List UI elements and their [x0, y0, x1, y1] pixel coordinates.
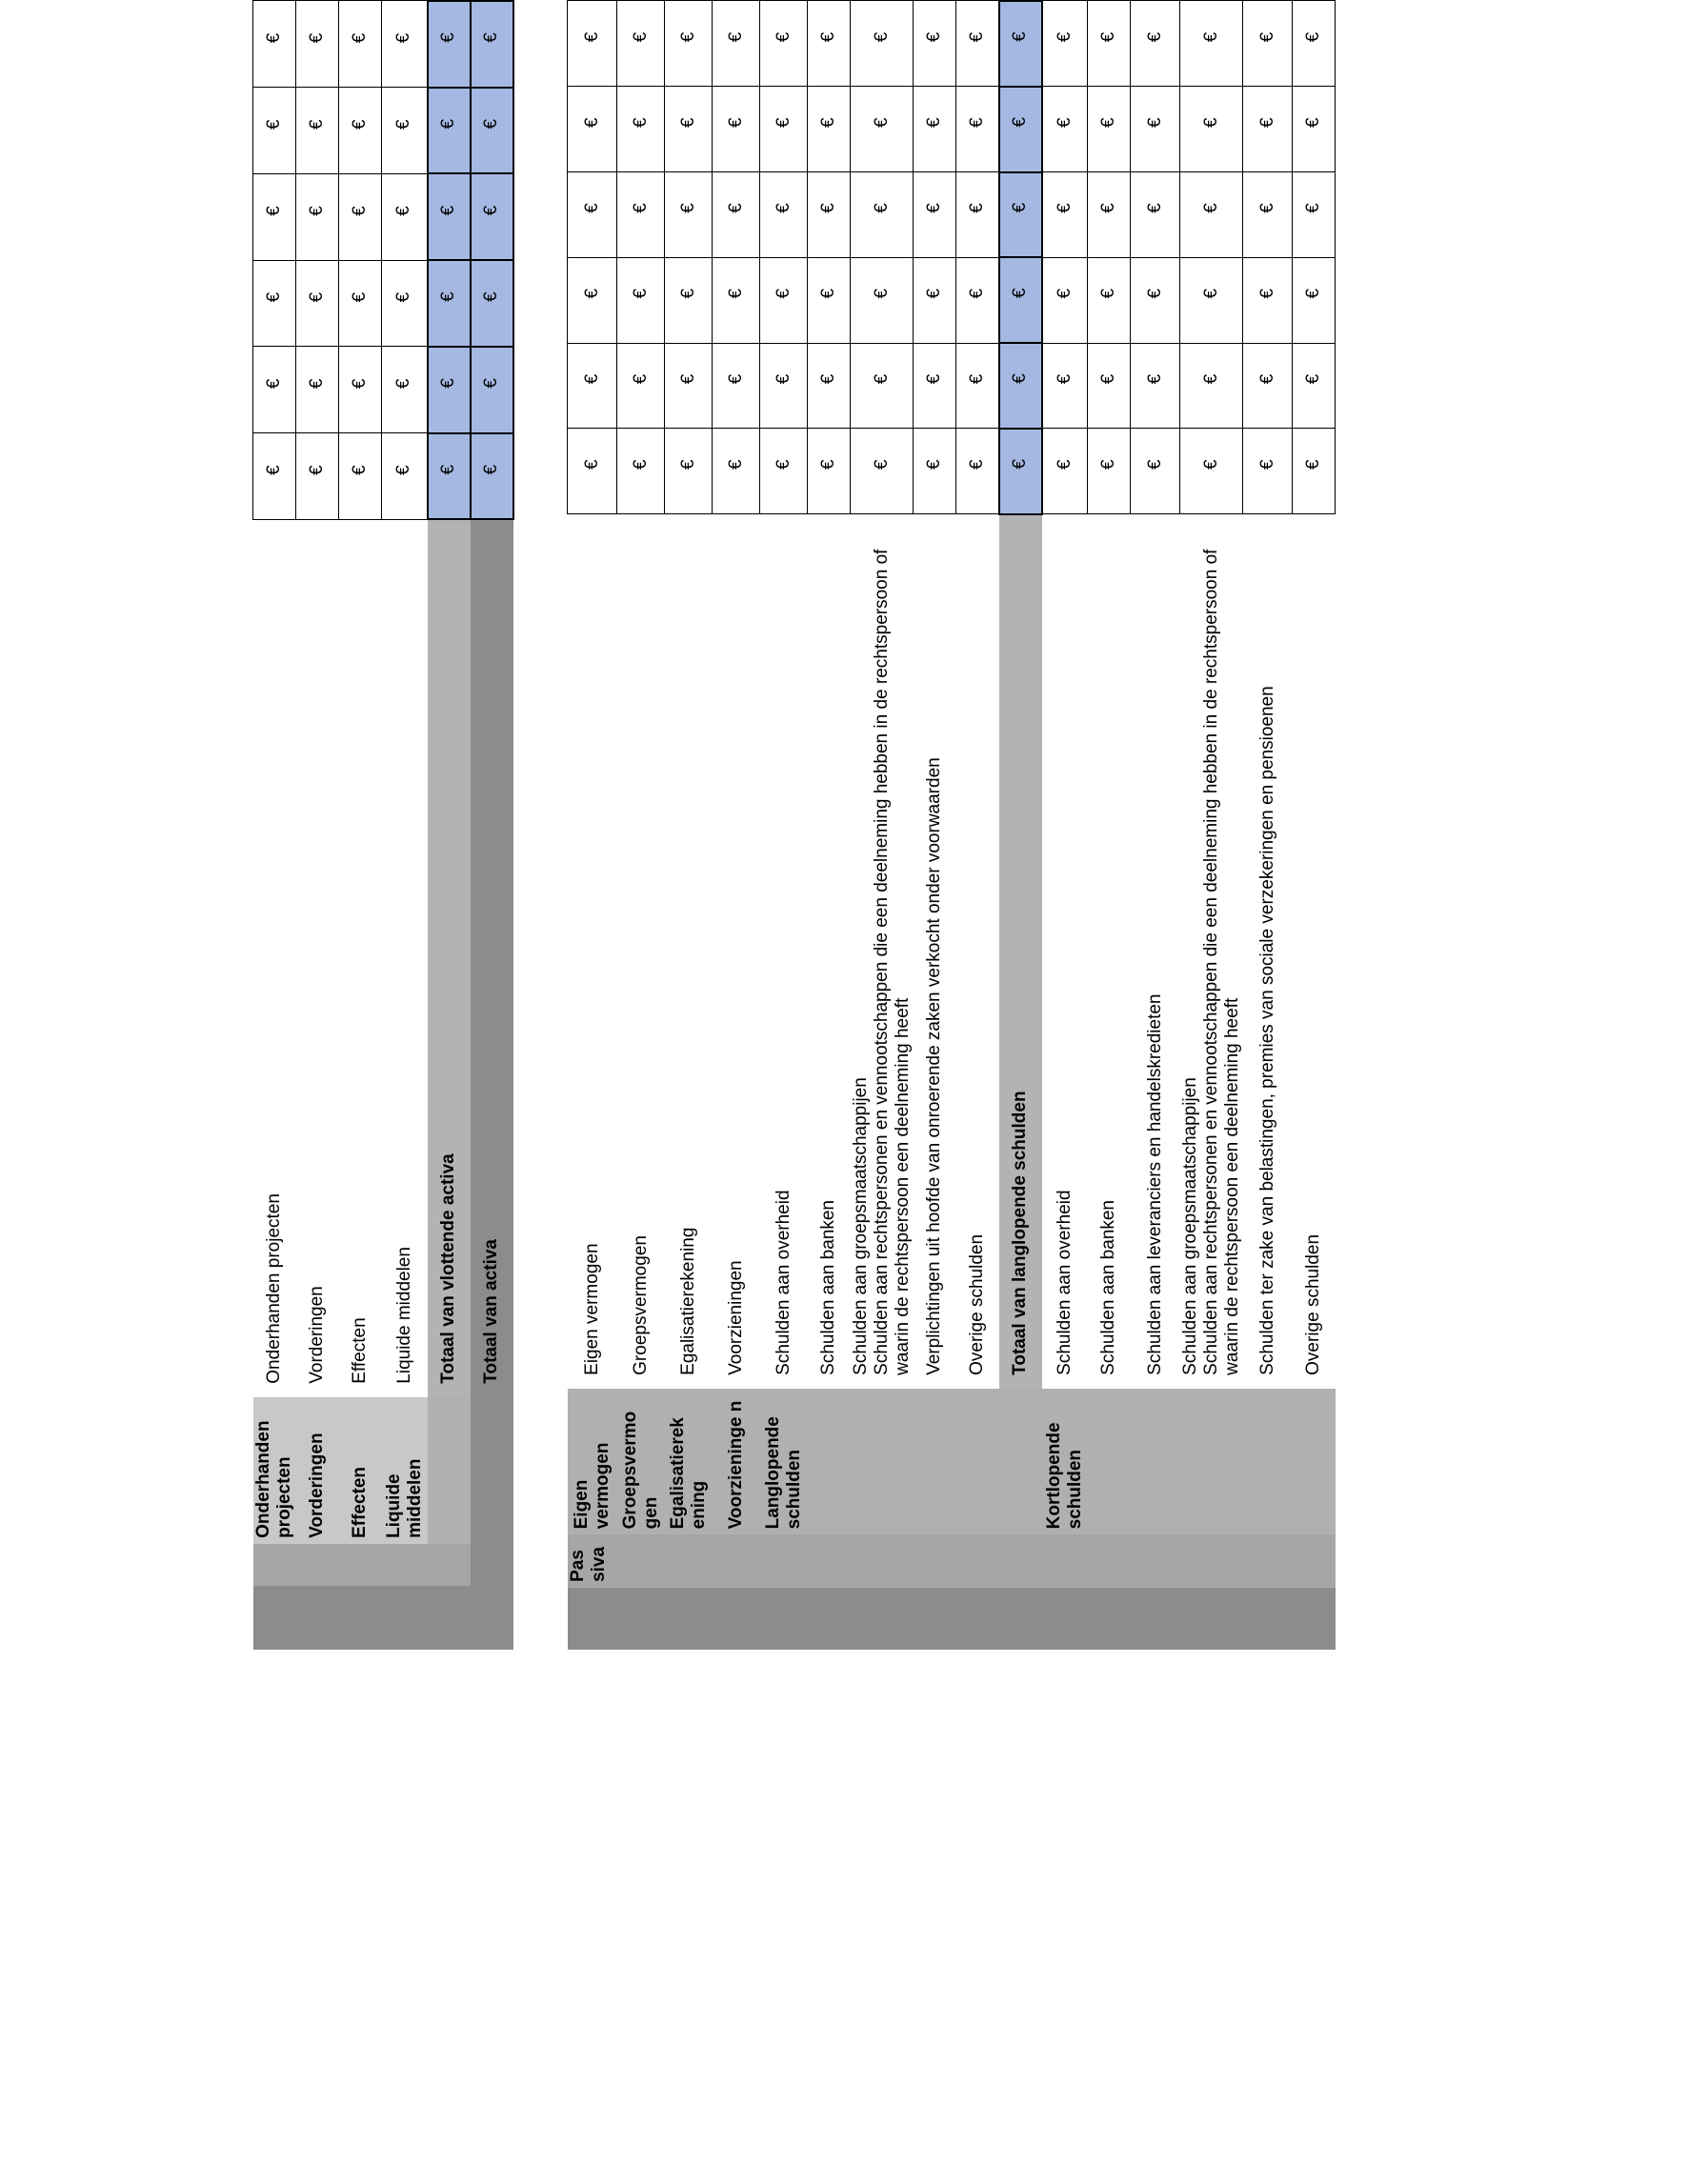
total-activa-value-cell[interactable]: € — [471, 260, 513, 347]
subtotal-vlottende-activa-value-cell[interactable]: € — [428, 1, 471, 88]
activa-row — [253, 1, 296, 1650]
kortlopend-value-cell[interactable]: € — [1088, 172, 1131, 258]
activa-row — [382, 1, 428, 1650]
item-label: Schulden aan banken — [808, 514, 851, 1389]
passiva-value-cell[interactable]: € — [665, 257, 713, 343]
activa-value-cell[interactable]: € — [382, 88, 428, 174]
passiva-row — [760, 1, 808, 1650]
category-label — [956, 1389, 999, 1535]
passiva-value-cell[interactable]: € — [568, 87, 617, 172]
passiva-value-cell[interactable]: € — [568, 1, 617, 87]
kortlopend-value-cell[interactable]: € — [1180, 343, 1243, 429]
passiva-value-cell[interactable]: € — [568, 343, 617, 429]
activa-value-cell[interactable]: € — [382, 173, 428, 260]
subtotal-vlottende-activa-row — [428, 1, 471, 1650]
kortlopend-value-cell[interactable]: € — [1042, 172, 1088, 258]
passiva-value-cell[interactable]: € — [665, 429, 713, 514]
kortlopend-value-cell[interactable]: € — [1180, 87, 1243, 172]
passiva-value-cell[interactable]: € — [956, 172, 999, 258]
kortlopend-value-cell[interactable]: € — [1088, 343, 1131, 429]
activa-row — [296, 1, 339, 1650]
activa-value-cell[interactable]: € — [296, 260, 339, 347]
passiva-value-cell[interactable]: € — [808, 1, 851, 87]
passiva-value-cell[interactable]: € — [617, 1, 665, 87]
item-label: Schulden aan groepsmaatschappijen Schulden aan rechtspersonen en vennootschappen die een deelneming hebben in de rechtspersoon of waarin de rechtspersoon een deelneming heeft — [851, 514, 914, 1389]
kortlopend-value-cell[interactable]: € — [1243, 172, 1293, 258]
passiva-value-cell[interactable]: € — [760, 172, 808, 258]
kortlopend-row — [1088, 1, 1131, 1650]
passiva-value-cell[interactable]: € — [713, 257, 760, 343]
total-activa-value-cell[interactable]: € — [471, 1, 513, 88]
item-label: Voorzieningen — [713, 514, 760, 1389]
item-label: Schulden aan groepsmaatschappijen Schulden aan rechtspersonen en vennootschappen die een deelneming hebben in de rechtspersoon of waarin de rechtspersoon een deelneming heeft — [1180, 514, 1243, 1389]
passiva-value-cell[interactable]: € — [851, 1, 914, 87]
item-label: Eigen vermogen — [568, 514, 617, 1389]
kortlopend-value-cell[interactable]: € — [1243, 87, 1293, 172]
item-label: Overige schulden — [1293, 514, 1336, 1389]
passiva-row — [665, 1, 713, 1650]
passiva-value-cell[interactable]: € — [956, 429, 999, 514]
passiva-value-cell[interactable]: € — [914, 87, 956, 172]
passiva-row — [851, 1, 914, 1650]
passiva-value-cell[interactable]: € — [851, 429, 914, 514]
activa-value-cell[interactable]: € — [339, 1, 382, 88]
kortlopend-value-cell[interactable]: € — [1293, 172, 1336, 258]
subtotal-vlottende-activa-value-cell[interactable]: € — [428, 173, 471, 260]
total-langlopende-value-cell[interactable]: € — [999, 429, 1042, 514]
kortlopend-row — [1243, 1, 1293, 1650]
passiva-value-cell[interactable]: € — [617, 429, 665, 514]
total-langlopende-value-cell[interactable]: € — [999, 87, 1042, 172]
activa-value-cell[interactable]: € — [382, 1, 428, 88]
category-label — [914, 1389, 956, 1535]
item-label: Schulden ter zake van belastingen, premies van sociale verzekeringen en pensioenen — [1243, 514, 1293, 1389]
activa-value-cell[interactable]: € — [253, 173, 296, 260]
item-label: Overige schulden — [956, 514, 999, 1389]
activa-value-cell[interactable]: € — [382, 347, 428, 433]
activa-value-cell[interactable]: € — [253, 347, 296, 433]
passiva-value-cell[interactable]: € — [914, 429, 956, 514]
activa-value-cell[interactable]: € — [253, 260, 296, 347]
passiva-value-cell[interactable]: € — [956, 1, 999, 87]
activa-value-cell[interactable]: € — [296, 88, 339, 174]
item-label: Schulden aan banken — [1088, 514, 1131, 1389]
passiva-value-cell[interactable]: € — [713, 429, 760, 514]
passiva-value-cell[interactable]: € — [851, 257, 914, 343]
category-label: Liquide middelen — [382, 1397, 428, 1544]
category-label: Kortlopende schulden — [1042, 1389, 1088, 1535]
kortlopend-value-cell[interactable]: € — [1131, 257, 1180, 343]
passiva-value-cell[interactable]: € — [713, 172, 760, 258]
passiva-value-cell[interactable]: € — [760, 257, 808, 343]
category-label: Voorzieninge n — [713, 1389, 760, 1535]
kortlopend-value-cell[interactable]: € — [1243, 343, 1293, 429]
subtotal-vlottende-activa-value-cell[interactable]: € — [428, 433, 471, 520]
kortlopend-value-cell[interactable]: € — [1293, 429, 1336, 514]
category-label: Langlopende schulden — [760, 1389, 808, 1535]
item-label: Liquide middelen — [382, 519, 428, 1396]
passiva-value-cell[interactable]: € — [617, 343, 665, 429]
total-activa-value-cell[interactable]: € — [471, 347, 513, 433]
passiva-value-cell[interactable]: € — [808, 429, 851, 514]
passiva-row — [617, 1, 665, 1650]
kortlopend-value-cell[interactable]: € — [1131, 1, 1180, 87]
kortlopend-value-cell[interactable]: € — [1180, 1, 1243, 87]
passiva-value-cell[interactable]: € — [808, 172, 851, 258]
total-langlopende-value-cell[interactable]: € — [999, 1, 1042, 87]
kortlopend-value-cell[interactable]: € — [1131, 429, 1180, 514]
total-activa-value-cell[interactable]: € — [471, 173, 513, 260]
kortlopend-value-cell[interactable]: € — [1042, 1, 1088, 87]
item-label: Groepsvermogen — [617, 514, 665, 1389]
activa-value-cell[interactable]: € — [339, 260, 382, 347]
kortlopend-value-cell[interactable]: € — [1042, 257, 1088, 343]
activa-value-cell[interactable]: € — [253, 88, 296, 174]
passiva-value-cell[interactable]: € — [914, 1, 956, 87]
total-langlopende-value-cell[interactable]: € — [999, 257, 1042, 343]
passiva-value-cell[interactable]: € — [956, 257, 999, 343]
category-label — [808, 1389, 851, 1535]
activa-value-cell[interactable]: € — [253, 1, 296, 88]
total-langlopende-schulden-row — [999, 1, 1042, 1650]
passiva-value-cell[interactable]: € — [808, 257, 851, 343]
passiva-row — [956, 1, 999, 1650]
activa-value-cell[interactable]: € — [253, 433, 296, 520]
passiva-value-cell[interactable]: € — [617, 257, 665, 343]
passiva-value-cell[interactable]: € — [568, 429, 617, 514]
kortlopend-value-cell[interactable]: € — [1042, 429, 1088, 514]
passiva-row — [914, 1, 956, 1650]
activa-value-cell[interactable]: € — [296, 433, 339, 520]
activa-value-cell[interactable]: € — [339, 433, 382, 520]
kortlopend-value-cell[interactable]: € — [1042, 87, 1088, 172]
passiva-value-cell[interactable]: € — [914, 172, 956, 258]
passiva-value-cell[interactable]: € — [617, 172, 665, 258]
kortlopend-value-cell[interactable]: € — [1293, 1, 1336, 87]
total-activa-value-cell[interactable]: € — [471, 88, 513, 174]
category-label: Eigen vermogen — [568, 1389, 617, 1535]
passiva-value-cell[interactable]: € — [713, 1, 760, 87]
item-label: Schulden aan leveranciers en handelskredieten — [1131, 514, 1180, 1389]
passiva-value-cell[interactable]: € — [956, 343, 999, 429]
passiva-value-cell[interactable]: € — [713, 343, 760, 429]
kortlopend-value-cell[interactable]: € — [1243, 257, 1293, 343]
total-langlopende-value-cell[interactable]: € — [999, 343, 1042, 429]
passiva-value-cell[interactable]: € — [956, 87, 999, 172]
kortlopend-value-cell[interactable]: € — [1243, 1, 1293, 87]
kortlopend-value-cell[interactable]: € — [1293, 257, 1336, 343]
passiva-value-cell[interactable]: € — [665, 343, 713, 429]
subtotal-vlottende-activa-value-cell[interactable]: € — [428, 88, 471, 174]
passiva-value-cell[interactable]: € — [851, 87, 914, 172]
kortlopend-row — [1180, 1, 1243, 1650]
category-label: Effecten — [339, 1397, 382, 1544]
kortlopend-value-cell[interactable]: € — [1293, 343, 1336, 429]
passiva-value-cell[interactable]: € — [760, 1, 808, 87]
passiva-value-cell[interactable]: € — [568, 172, 617, 258]
passiva-value-cell[interactable]: € — [665, 172, 713, 258]
category-label: Egalisatierek ening — [665, 1389, 713, 1535]
kortlopend-value-cell[interactable]: € — [1042, 343, 1088, 429]
category-label: Vorderingen — [296, 1397, 339, 1544]
kortlopend-value-cell[interactable]: € — [1088, 429, 1131, 514]
kortlopend-value-cell[interactable]: € — [1180, 429, 1243, 514]
kortlopend-row — [1131, 1, 1180, 1650]
activa-value-cell[interactable]: € — [382, 260, 428, 347]
activa-value-cell[interactable]: € — [296, 173, 339, 260]
kortlopend-value-cell[interactable]: € — [1088, 87, 1131, 172]
subtotal-vlottende-activa-label: Totaal van vlottende activa — [428, 519, 471, 1396]
category-label: Onderhanden projecten — [253, 1397, 296, 1544]
passiva-value-cell[interactable]: € — [760, 87, 808, 172]
activa-value-cell[interactable]: € — [296, 1, 339, 88]
passiva-value-cell[interactable]: € — [914, 257, 956, 343]
item-label: Vorderingen — [296, 519, 339, 1396]
activa-value-cell[interactable]: € — [339, 88, 382, 174]
total-langlopende-value-cell[interactable]: € — [999, 172, 1042, 258]
total-activa-row — [471, 1, 513, 1650]
passiva-value-cell[interactable]: € — [808, 87, 851, 172]
kortlopend-value-cell[interactable]: € — [1180, 172, 1243, 258]
passiva-row — [568, 1, 617, 1650]
passiva-value-cell[interactable]: € — [851, 343, 914, 429]
passiva-section-label: Pas siva — [568, 1534, 617, 1588]
passiva-value-cell[interactable]: € — [713, 87, 760, 172]
kortlopend-value-cell[interactable]: € — [1088, 1, 1131, 87]
passiva-value-cell[interactable]: € — [808, 343, 851, 429]
kortlopend-value-cell[interactable]: € — [1131, 343, 1180, 429]
passiva-value-cell[interactable]: € — [760, 343, 808, 429]
activa-value-cell[interactable]: € — [339, 347, 382, 433]
subtotal-vlottende-activa-value-cell[interactable]: € — [428, 347, 471, 433]
activa-value-cell[interactable]: € — [339, 173, 382, 260]
item-label: Onderhanden projecten — [253, 519, 296, 1396]
kortlopend-value-cell[interactable]: € — [1293, 87, 1336, 172]
passiva-row — [808, 1, 851, 1650]
activa-value-cell[interactable]: € — [382, 433, 428, 520]
passiva-value-cell[interactable]: € — [665, 87, 713, 172]
passiva-table — [567, 0, 1336, 1650]
total-langlopende-schulden-label: Totaal van langlopende schulden — [999, 514, 1042, 1389]
item-label: Effecten — [339, 519, 382, 1396]
total-activa-label: Totaal van activa — [471, 519, 513, 1396]
kortlopend-row — [1042, 1, 1088, 1650]
kortlopend-value-cell[interactable]: € — [1088, 257, 1131, 343]
passiva-value-cell[interactable]: € — [914, 343, 956, 429]
passiva-value-cell[interactable]: € — [568, 257, 617, 343]
item-label: Verplichtingen uit hoofde van onroerende zaken verkocht onder voorwaarden — [914, 514, 956, 1389]
item-label: Schulden aan overheid — [1042, 514, 1088, 1389]
activa-row — [339, 1, 382, 1650]
kortlopend-value-cell[interactable]: € — [1243, 429, 1293, 514]
activa-table — [252, 0, 514, 1650]
passiva-value-cell[interactable]: € — [617, 87, 665, 172]
total-activa-value-cell[interactable]: € — [471, 433, 513, 520]
category-label: Groepsvermo gen — [617, 1389, 665, 1535]
item-label: Schulden aan overheid — [760, 514, 808, 1389]
passiva-value-cell[interactable]: € — [851, 172, 914, 258]
kortlopend-value-cell[interactable]: € — [1131, 172, 1180, 258]
passiva-value-cell[interactable]: € — [665, 1, 713, 87]
passiva-row — [713, 1, 760, 1650]
passiva-value-cell[interactable]: € — [760, 429, 808, 514]
category-label — [851, 1389, 914, 1535]
subtotal-vlottende-activa-value-cell[interactable]: € — [428, 260, 471, 347]
kortlopend-value-cell[interactable]: € — [1180, 257, 1243, 343]
item-label: Egalisatierekening — [665, 514, 713, 1389]
kortlopend-row — [1293, 1, 1336, 1650]
activa-value-cell[interactable]: € — [296, 347, 339, 433]
kortlopend-value-cell[interactable]: € — [1131, 87, 1180, 172]
